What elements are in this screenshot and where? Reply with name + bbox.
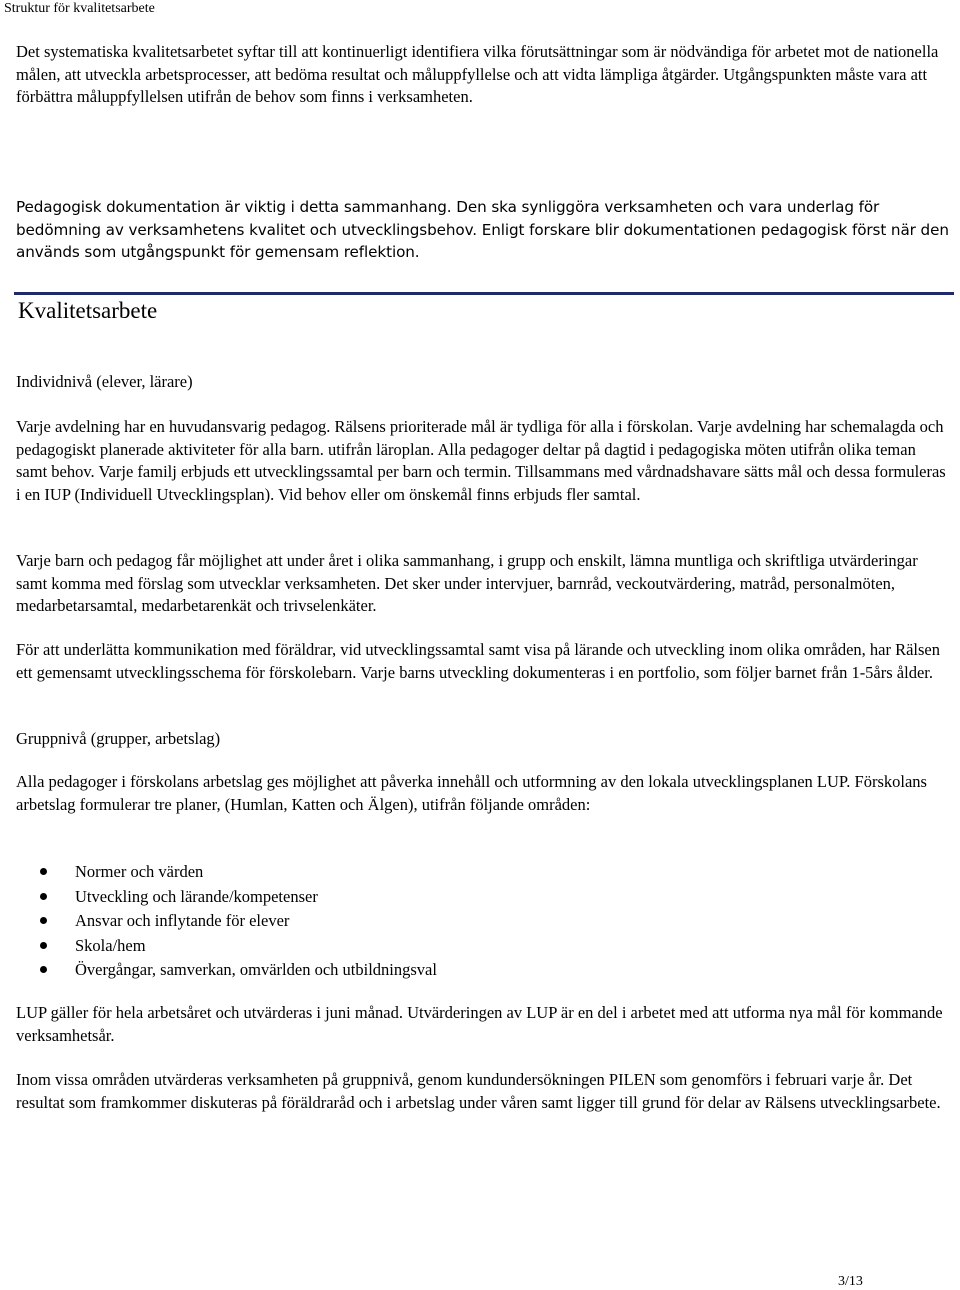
bullet-icon (40, 917, 47, 924)
grupp-heading: Gruppnivå (grupper, arbetslag) (16, 729, 221, 748)
list-item: Skola/hem (40, 934, 437, 959)
individ-paragraph-1: Varje avdelning har en huvudansvarig pedagog. Rälsens prioriterade mål är tydliga för alla i förskolan. Varje avdelning har schemalagda och pedagogiskt planerade aktiviteter för alla barn. utifrån läroplan. Alla pedagoger deltar på dagtid i pedagogiska möten utifrån olika teman samt behov. Varje familj erbjuds ett utvecklingssamtal per barn och termin. Tillsammans med vårdnadshavare sätts mål och dessa formuleras i en IUP (Individuell Utvecklingsplan). Vid behov eller om önskemål finns erbjuds fler samtal. (16, 417, 946, 504)
individ-heading: Individnivå (elever, lärare) (16, 372, 193, 391)
section-divider (14, 292, 954, 295)
page-number: 3/13 (838, 1274, 863, 1289)
individ-paragraph-3: För att underlätta kommunikation med föräldrar, vid utvecklingssamtal samt visa på lärande och utveckling inom olika områden, har Rälsen ett gemensamt utvecklingsschema för förskolebarn. Varje barns utveckling dokumenteras i en portfolio, som följer barnet från 1-5års ålder. (16, 640, 941, 682)
grupp-paragraph-3: Inom vissa områden utvärderas verksamheten på gruppnivå, genom kundundersökningen PILEN som genomförs i februari varje år. Det resultat som framkommer diskuteras på föräldraråd och i arbetslag under våren samt ligger till grund för delar av Rälsens utvecklingsarbete. (16, 1070, 941, 1112)
list-item: Normer och värden (40, 860, 437, 885)
list-item: Övergångar, samverkan, omvärlden och utbildningsval (40, 958, 437, 983)
intro-paragraph-1: Det systematiska kvalitetsarbetet syftar till att kontinuerligt identifiera vilka förutsättningar som är nödvändiga för arbetet mot de nationella målen, att utveckla arbetsprocesser, att bedöma resultat och måluppfyllelse och att vidta lämpliga åtgärder. Utgångspunkten måste vara att förbättra måluppfyllelsen utifrån de behov som finns i verksamheten. (16, 42, 939, 106)
grupp-paragraph-2: LUP gäller för hela arbetsåret och utvärderas i juni månad. Utvärderingen av LUP är en del i arbetet med att utforma nya mål för kommande verksamhetsår. (16, 1003, 943, 1045)
individ-paragraph-2: Varje barn och pedagog får möjlighet att under året i olika sammanhang, i grupp och enskilt, lämna muntliga och skriftliga utvärderingar samt komma med förslag som utvecklar verksamheten. Det sker under intervjuer, barnråd, veckoutvärdering, matråd, personalmöten, medarbetarsamtal, medarbetarenkät och trivselenkäter. (16, 551, 918, 615)
bullet-icon (40, 942, 47, 949)
bullet-icon (40, 966, 47, 973)
grupp-paragraph-1: Alla pedagoger i förskolans arbetslag ges möjlighet att påverka innehåll och utformning av den lokala utvecklingsplanen LUP. Förskolans arbetslag formulerar tre planer, (Humlan, Katten och Älgen), utifrån följande områden: (16, 772, 927, 814)
list-item: Utveckling och lärande/kompetenser (40, 885, 437, 910)
focus-area-list (40, 860, 437, 983)
bullet-icon (40, 868, 47, 875)
list-item: Ansvar och inflytande för elever (40, 909, 437, 934)
intro-paragraph-2: Pedagogisk dokumentation är viktig i detta sammanhang. Den ska synliggöra verksamheten och vara underlag för bedömning av verksamhetens kvalitet och utvecklingsbehov. Enligt forskare blir dokumentationen pedagogisk först när den används som utgångspunkt för gemensam reflektion. (16, 198, 949, 261)
section-title: Kvalitetsarbete (18, 298, 158, 323)
document-header-title: Struktur för kvalitetsarbete (4, 1, 155, 16)
bullet-icon (40, 893, 47, 900)
